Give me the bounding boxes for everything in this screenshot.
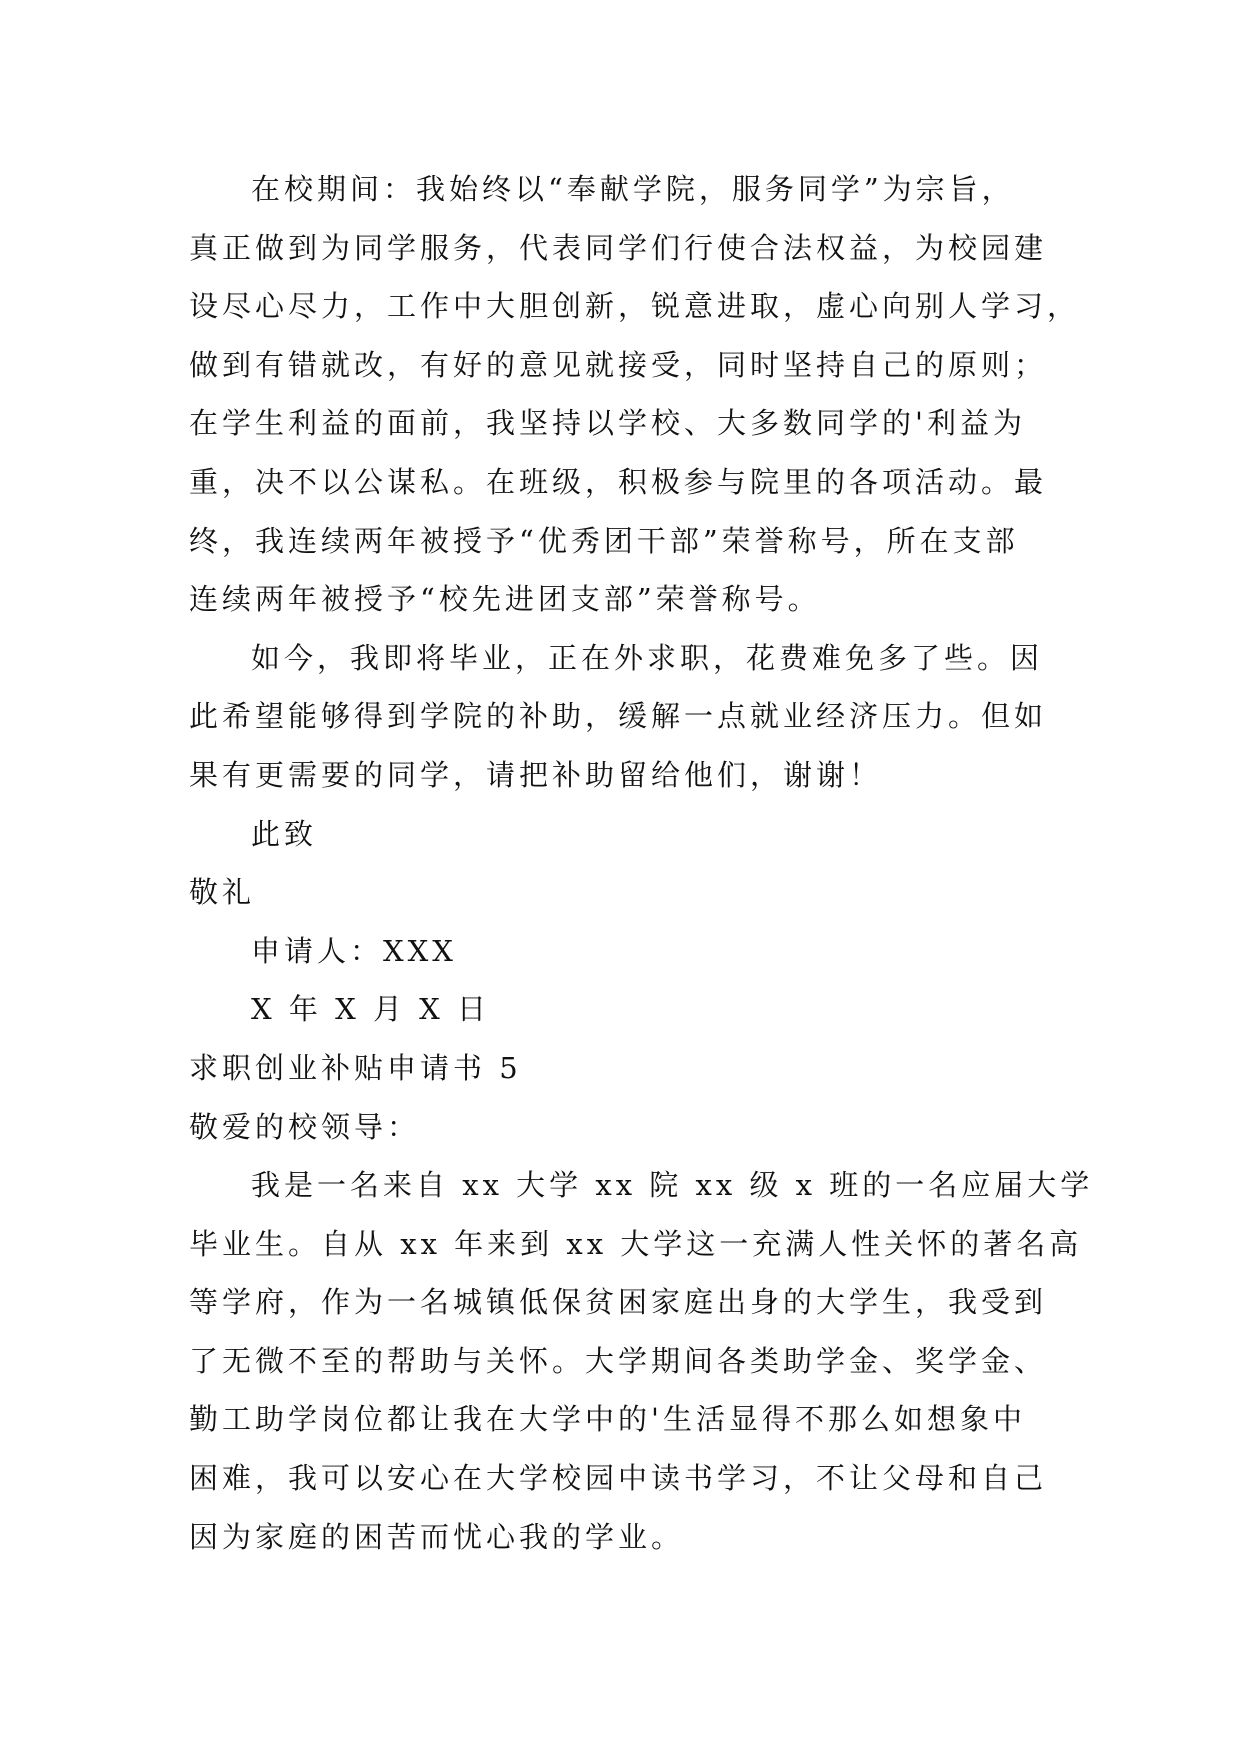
text-line: 了无微不至的帮助与关怀。大学期间各类助学金、奖学金、 — [189, 1343, 1048, 1378]
text-line: 我是一名来自 xx 大学 xx 院 xx 级 x 班的一名应届大学 — [251, 1168, 1094, 1203]
text-line: 敬礼 — [189, 875, 256, 910]
text-line: 果有更需要的同学，请把补助留给他们，谢谢！ — [189, 757, 883, 792]
text-line: 申请人：XXX — [251, 933, 457, 968]
text-line: 如今，我即将毕业，正在外求职，花费难免多了些。因 — [251, 640, 1044, 675]
text-line: 在学生利益的面前，我坚持以学校、大多数同学的'利益为 — [189, 406, 1026, 441]
letter-salutation — [189, 1098, 1059, 1157]
text-line: 重，决不以公谋私。在班级，积极参与院里的各项活动。最 — [189, 464, 1048, 499]
text-line: 真正做到为同学服务，代表同学们行使合法权益，为校园建 — [189, 230, 1048, 265]
text-line: 求职创业补贴申请书 5 — [189, 1050, 522, 1085]
text-line: 此致 — [251, 816, 318, 851]
text-line: X 年 X 月 X 日 — [251, 992, 491, 1027]
document-body — [189, 160, 1094, 1566]
text-line: 此希望能够得到学院的补助，缓解一点就业经济压力。但如 — [189, 699, 1048, 734]
paragraph-subsidy-request — [189, 629, 1059, 805]
closing-phrase — [189, 805, 1059, 864]
text-line: 困难，我可以安心在大学校园中读书学习，不让父母和自己 — [189, 1461, 1048, 1496]
text-line: 毕业生。自从 xx 年来到 xx 大学这一充满人性关怀的著名高 — [189, 1226, 1083, 1261]
text-line: 终，我连续两年被授予“优秀团干部”荣誉称号，所在支部 — [189, 523, 1019, 558]
salute — [189, 863, 1059, 922]
text-line: 敬爱的校领导： — [189, 1109, 421, 1144]
text-line: 在校期间：我始终以“奉献学院，服务同学”为宗旨， — [251, 172, 1015, 206]
paragraph-self-introduction — [189, 1156, 1094, 1566]
text-line: 因为家庭的困苦而忧心我的学业。 — [189, 1519, 685, 1554]
text-line: 设尽心尽力，工作中大胆创新，锐意进取，虚心向别人学习， — [189, 289, 1081, 324]
applicant-signature — [189, 922, 1059, 981]
paragraph-service-record — [189, 160, 1081, 629]
signature-date — [189, 980, 1059, 1039]
text-line: 等学府，作为一名城镇低保贫困家庭出身的大学生，我受到 — [189, 1285, 1048, 1320]
text-line: 勤工助学岗位都让我在大学中的'生活显得不那么如想象中 — [189, 1402, 1026, 1437]
text-line: 做到有错就改，有好的意见就接受，同时坚持自己的原则； — [189, 347, 1048, 382]
text-line: 连续两年被授予“校先进团支部”荣誉称号。 — [189, 582, 821, 617]
section-title — [189, 1039, 1059, 1098]
